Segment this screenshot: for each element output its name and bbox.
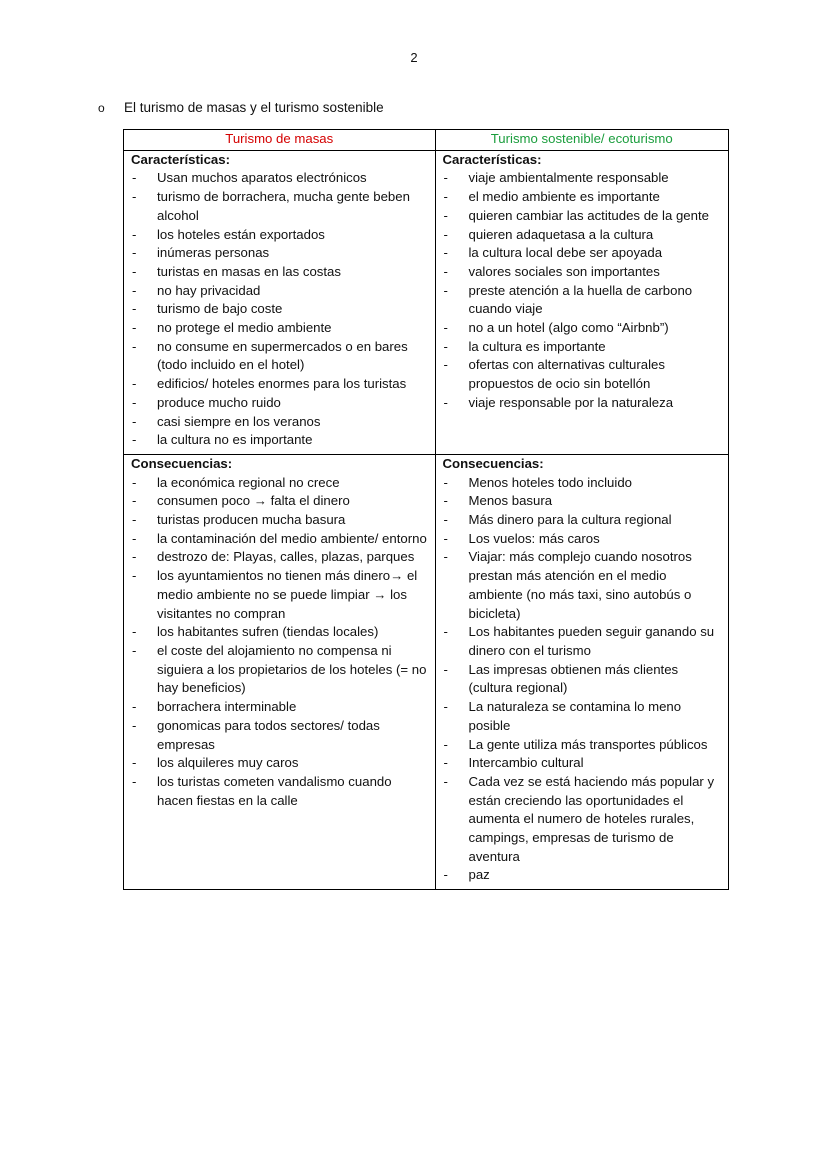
list-item: - edificios/ hoteles enormes para los turistas — [131, 375, 429, 394]
list-item: - ofertas con alternativas culturales propuestos de ocio sin botellón — [443, 356, 723, 393]
list-item: - no protege el medio ambiente — [131, 319, 429, 338]
page-number: 2 — [410, 50, 418, 65]
list-item: - borrachera interminable — [131, 698, 429, 717]
mass-consequences-cell — [124, 454, 436, 889]
list-item: - Menos basura — [443, 492, 723, 511]
section-title: Consecuencias: — [442, 455, 544, 471]
list-item: - Menos hoteles todo incluido — [443, 474, 723, 493]
list-item: - Los vuelos: más caros — [443, 530, 723, 549]
list-item: - los turistas cometen vandalismo cuando hacen fiestas en la calle — [131, 773, 429, 810]
header-mass-tourism: Turismo de masas — [124, 130, 436, 151]
section-title: Consecuencias: — [131, 455, 233, 471]
list-item: - el coste del alojamiento no compensa ni siguiera a los propietarios de los hoteles (= no hay beneficios) — [131, 642, 429, 698]
section-title: Características: — [442, 151, 542, 167]
list-item: - quieren adaquetasa a la cultura — [443, 226, 723, 245]
list-item: - consumen poco → falta el dinero — [131, 492, 429, 511]
list-item: - quieren cambiar las actitudes de la gente — [443, 207, 723, 226]
consequences-row — [124, 454, 729, 889]
list-item: - Usan muchos aparatos electrónicos — [131, 169, 429, 188]
section-title: Características: — [131, 151, 230, 167]
sustainable-consequences-cell — [435, 454, 729, 889]
list-item: - preste atención a la huella de carbono cuando viaje — [443, 282, 723, 319]
list-item: - Cada vez se está haciendo más popular y están creciendo las oportunidades el aumenta el numero de hoteles rurales, campings, empresas de turismo de aventura — [443, 773, 723, 867]
mass-characteristics-list — [131, 169, 429, 450]
mass-consequences-list — [131, 474, 429, 811]
sustainable-characteristics-cell — [435, 150, 729, 454]
list-item: - valores sociales son importantes — [443, 263, 723, 282]
list-item: - los habitantes sufren (tiendas locales) — [131, 623, 429, 642]
list-item: - La gente utiliza más transportes públicos — [443, 736, 723, 755]
list-item: - no hay privacidad — [131, 282, 429, 301]
sustainable-consequences-list — [443, 474, 723, 885]
list-item: - el medio ambiente es importante — [443, 188, 723, 207]
list-item: - Intercambio cultural — [443, 754, 723, 773]
list-item: - viaje responsable por la naturaleza — [443, 394, 723, 413]
list-item: - casi siempre en los veranos — [131, 413, 429, 432]
list-item: - la cultura no es importante — [131, 431, 429, 450]
list-item: - turistas producen mucha basura — [131, 511, 429, 530]
characteristics-row — [124, 150, 729, 454]
list-item: - la económica regional no crece — [131, 474, 429, 493]
list-item: - turismo de bajo coste — [131, 300, 429, 319]
list-item: - no consume en supermercados o en bares (todo incluido en el hotel) — [131, 338, 429, 375]
list-item: - los ayuntamientos no tienen más dinero→ el medio ambiente no se puede limpiar → los visitantes no compran — [131, 567, 429, 623]
list-item: - inúmeras personas — [131, 244, 429, 263]
list-item: - los hoteles están exportados — [131, 226, 429, 245]
list-item: - la cultura es importante — [443, 338, 723, 357]
list-item: - los alquileres muy caros — [131, 754, 429, 773]
list-item: - Las impresas obtienen más clientes (cultura regional) — [443, 661, 723, 698]
sustainable-characteristics-list — [443, 169, 723, 412]
section-heading — [98, 100, 384, 115]
list-item: - viaje ambientalmente responsable — [443, 169, 723, 188]
mass-characteristics-cell — [124, 150, 436, 454]
heading-bullet-icon: o — [98, 100, 105, 115]
comparison-table — [123, 129, 729, 890]
list-item: - turistas en masas en las costas — [131, 263, 429, 282]
list-item: - la cultura local debe ser apoyada — [443, 244, 723, 263]
table-header-row — [124, 130, 729, 151]
list-item: - La naturaleza se contamina lo meno posible — [443, 698, 723, 735]
list-item: - gonomicas para todos sectores/ todas empresas — [131, 717, 429, 754]
list-item: - destrozo de: Playas, calles, plazas, parques — [131, 548, 429, 567]
list-item: - la contaminación del medio ambiente/ entorno — [131, 530, 429, 549]
list-item: - produce mucho ruido — [131, 394, 429, 413]
list-item: - no a un hotel (algo como “Airbnb”) — [443, 319, 723, 338]
list-item: - turismo de borrachera, mucha gente beben alcohol — [131, 188, 429, 225]
header-sustainable-tourism: Turismo sostenible/ ecoturismo — [435, 130, 729, 151]
heading-text: El turismo de masas y el turismo sostenible — [124, 100, 384, 115]
list-item: - Los habitantes pueden seguir ganando su dinero con el turismo — [443, 623, 723, 660]
list-item: - paz — [443, 866, 723, 885]
list-item: - Más dinero para la cultura regional — [443, 511, 723, 530]
list-item: - Viajar: más complejo cuando nosotros prestan más atención en el medio ambiente (no más taxi, sino autobús o bicicleta) — [443, 548, 723, 623]
